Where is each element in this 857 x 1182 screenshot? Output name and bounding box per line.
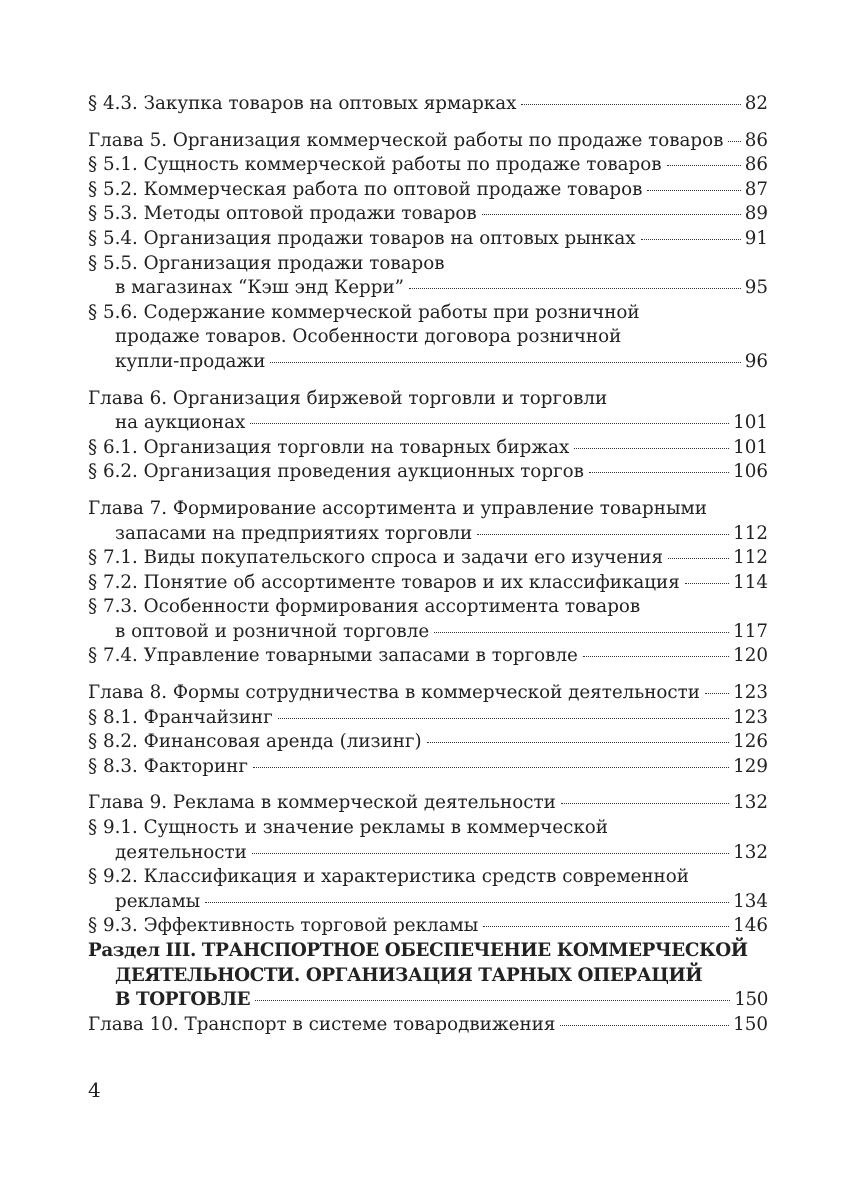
dot-leader	[278, 718, 729, 719]
table-of-contents	[88, 92, 768, 1037]
entry-page: 117	[733, 620, 768, 642]
dot-leader	[250, 423, 729, 424]
entry-page: 126	[733, 731, 768, 753]
entry-title-line: § 5.6. Содержание коммерческой работы при розничной	[88, 301, 640, 323]
entry-title-line: Глава 7. Формирование ассортимента и управление товарными	[88, 497, 707, 519]
entry-page: 101	[733, 436, 768, 458]
entry-title-last-line: купли-продажи	[115, 350, 266, 372]
dot-leader	[574, 448, 729, 449]
toc-entry	[88, 252, 768, 301]
entry-page: 146	[733, 915, 768, 937]
entry-page: 112	[733, 522, 768, 544]
toc-entry	[88, 227, 768, 252]
entry-page: 134	[733, 890, 768, 912]
dot-leader	[583, 656, 729, 657]
entry-title-line: § 9.2. Классификация и характеристика средств современной	[88, 866, 689, 888]
dot-leader	[252, 853, 729, 854]
dot-leader	[705, 693, 729, 694]
entry-page: 112	[733, 547, 768, 569]
entry-title: Глава 8. Формы сотрудничества в коммерческой деятельности	[88, 682, 700, 704]
dot-leader	[482, 214, 741, 215]
entry-title: § 9.3. Эффективность торговой рекламы	[88, 915, 479, 937]
entry-title-last-line: В ТОРГОВЛЕ	[115, 989, 251, 1011]
toc-entry	[88, 791, 768, 816]
entry-title: § 7.1. Виды покупательского спроса и задачи его изучения	[88, 547, 664, 569]
toc-entry	[88, 153, 768, 178]
entry-title-last-line: в магазинах “Кэш энд Керри”	[115, 277, 404, 299]
dot-leader	[561, 803, 729, 804]
toc-entry	[88, 178, 768, 203]
toc-entry	[88, 914, 768, 939]
entry-title: § 8.2. Финансовая аренда (лизинг)	[88, 731, 422, 753]
dot-leader	[521, 104, 740, 105]
entry-title-line: ДЕЯТЕЛЬНОСТИ. ОРГАНИЗАЦИЯ ТАРНЫХ ОПЕРАЦИЙ	[115, 964, 703, 986]
entry-title-line: Глава 6. Организация биржевой торговли и торговли	[88, 387, 608, 409]
entry-page: 87	[744, 178, 768, 200]
dot-leader	[409, 288, 741, 289]
entry-title-last-line: деятельности	[115, 841, 247, 863]
entry-title: § 7.4. Управление товарными запасами в торговле	[88, 645, 578, 667]
entry-title-last-line: в оптовой и розничной торговле	[115, 620, 430, 642]
dot-leader	[477, 534, 729, 535]
entry-title: § 5.1. Сущность коммерческой работы по продаже товаров	[88, 154, 662, 176]
toc-entry	[88, 546, 768, 571]
entry-title-last-line: на аукционах	[115, 412, 246, 434]
toc-entry	[88, 1013, 768, 1038]
toc-entry	[88, 865, 768, 914]
entry-title: § 6.1. Организация торговли на товарных биржах	[88, 436, 570, 458]
entry-page: 123	[733, 682, 768, 704]
dot-leader	[253, 767, 729, 768]
entry-title: § 8.3. Факторинг	[88, 755, 248, 777]
toc-entry	[88, 730, 768, 755]
entry-title: Глава 9. Реклама в коммерческой деятельности	[88, 792, 556, 814]
entry-title: Глава 10. Транспорт в системе товародвижения	[88, 1013, 556, 1035]
entry-page: 132	[733, 792, 768, 814]
entry-page: 106	[733, 461, 768, 483]
entry-page: 114	[733, 571, 768, 593]
entry-title-line: Раздел III. ТРАНСПОРТНОЕ ОБЕСПЕЧЕНИЕ КОММЕРЧЕСКОЙ	[88, 940, 748, 961]
dot-leader	[641, 239, 741, 240]
entry-page: 123	[733, 706, 768, 728]
entry-title: § 7.2. Понятие об ассортименте товаров и их классификация	[88, 571, 680, 593]
dot-leader	[728, 141, 740, 142]
toc-entry	[88, 92, 768, 117]
entry-page: 132	[733, 841, 768, 863]
toc-section-entry	[88, 939, 768, 1013]
dot-leader	[427, 742, 729, 743]
toc-entry	[88, 202, 768, 227]
toc-entry	[88, 681, 768, 706]
entry-page: 91	[744, 227, 768, 249]
toc-entry	[88, 816, 768, 865]
entry-title: § 4.3. Закупка товаров на оптовых ярмарках	[88, 93, 517, 114]
entry-page: 89	[744, 203, 768, 225]
entry-title: § 6.2. Организация проведения аукционных торгов	[88, 461, 584, 483]
dot-leader	[560, 1025, 729, 1026]
toc-entry	[88, 460, 768, 485]
toc-entry	[88, 571, 768, 596]
entry-title: § 5.3. Методы оптовой продажи товаров	[88, 203, 477, 225]
page-number: 4	[88, 1078, 101, 1102]
entry-page: 86	[744, 154, 768, 176]
entry-title-line: § 9.1. Сущность и значение рекламы в коммерческой	[88, 817, 608, 839]
entry-title-last-line: запасами на предприятиях торговли	[115, 522, 473, 544]
dot-leader	[647, 190, 740, 191]
entry-title-line: § 7.3. Особенности формирования ассортимента товаров	[88, 596, 641, 618]
entry-page: 86	[744, 129, 768, 151]
entry-title: § 8.1. Франчайзинг	[88, 706, 273, 728]
entry-page: 96	[744, 350, 768, 372]
toc-entry	[88, 436, 768, 461]
toc-entry	[88, 706, 768, 731]
toc-entry	[88, 387, 768, 436]
dot-leader	[685, 583, 729, 584]
toc-entry	[88, 301, 768, 375]
toc-entry	[88, 497, 768, 546]
toc-entry	[88, 129, 768, 154]
entry-title-last-line: рекламы	[115, 890, 201, 912]
toc-entry	[88, 644, 768, 669]
entry-page: 129	[733, 755, 768, 777]
entry-title-line: продаже товаров. Особенности договора розничной	[115, 326, 622, 348]
dot-leader	[483, 926, 729, 927]
entry-page: 101	[733, 412, 768, 434]
dot-leader	[589, 472, 729, 473]
entry-page: 150	[734, 989, 768, 1011]
entry-page: 95	[744, 277, 768, 299]
entry-title: § 5.4. Организация продажи товаров на оптовых рынках	[88, 227, 636, 249]
entry-page: 82	[744, 93, 768, 114]
dot-leader	[270, 362, 740, 363]
entry-title: Глава 5. Организация коммерческой работы по продаже товаров	[88, 129, 724, 151]
dot-leader	[255, 1000, 730, 1001]
toc-entry	[88, 755, 768, 780]
entry-title-line: § 5.5. Организация продажи товаров	[88, 252, 445, 274]
dot-leader	[434, 632, 729, 633]
entry-title: § 5.2. Коммерческая работа по оптовой продаже товаров	[88, 178, 643, 200]
entry-page: 120	[733, 645, 768, 667]
dot-leader	[205, 902, 729, 903]
entry-page: 150	[733, 1013, 768, 1035]
toc-entry	[88, 595, 768, 644]
dot-leader	[668, 558, 729, 559]
dot-leader	[667, 165, 741, 166]
